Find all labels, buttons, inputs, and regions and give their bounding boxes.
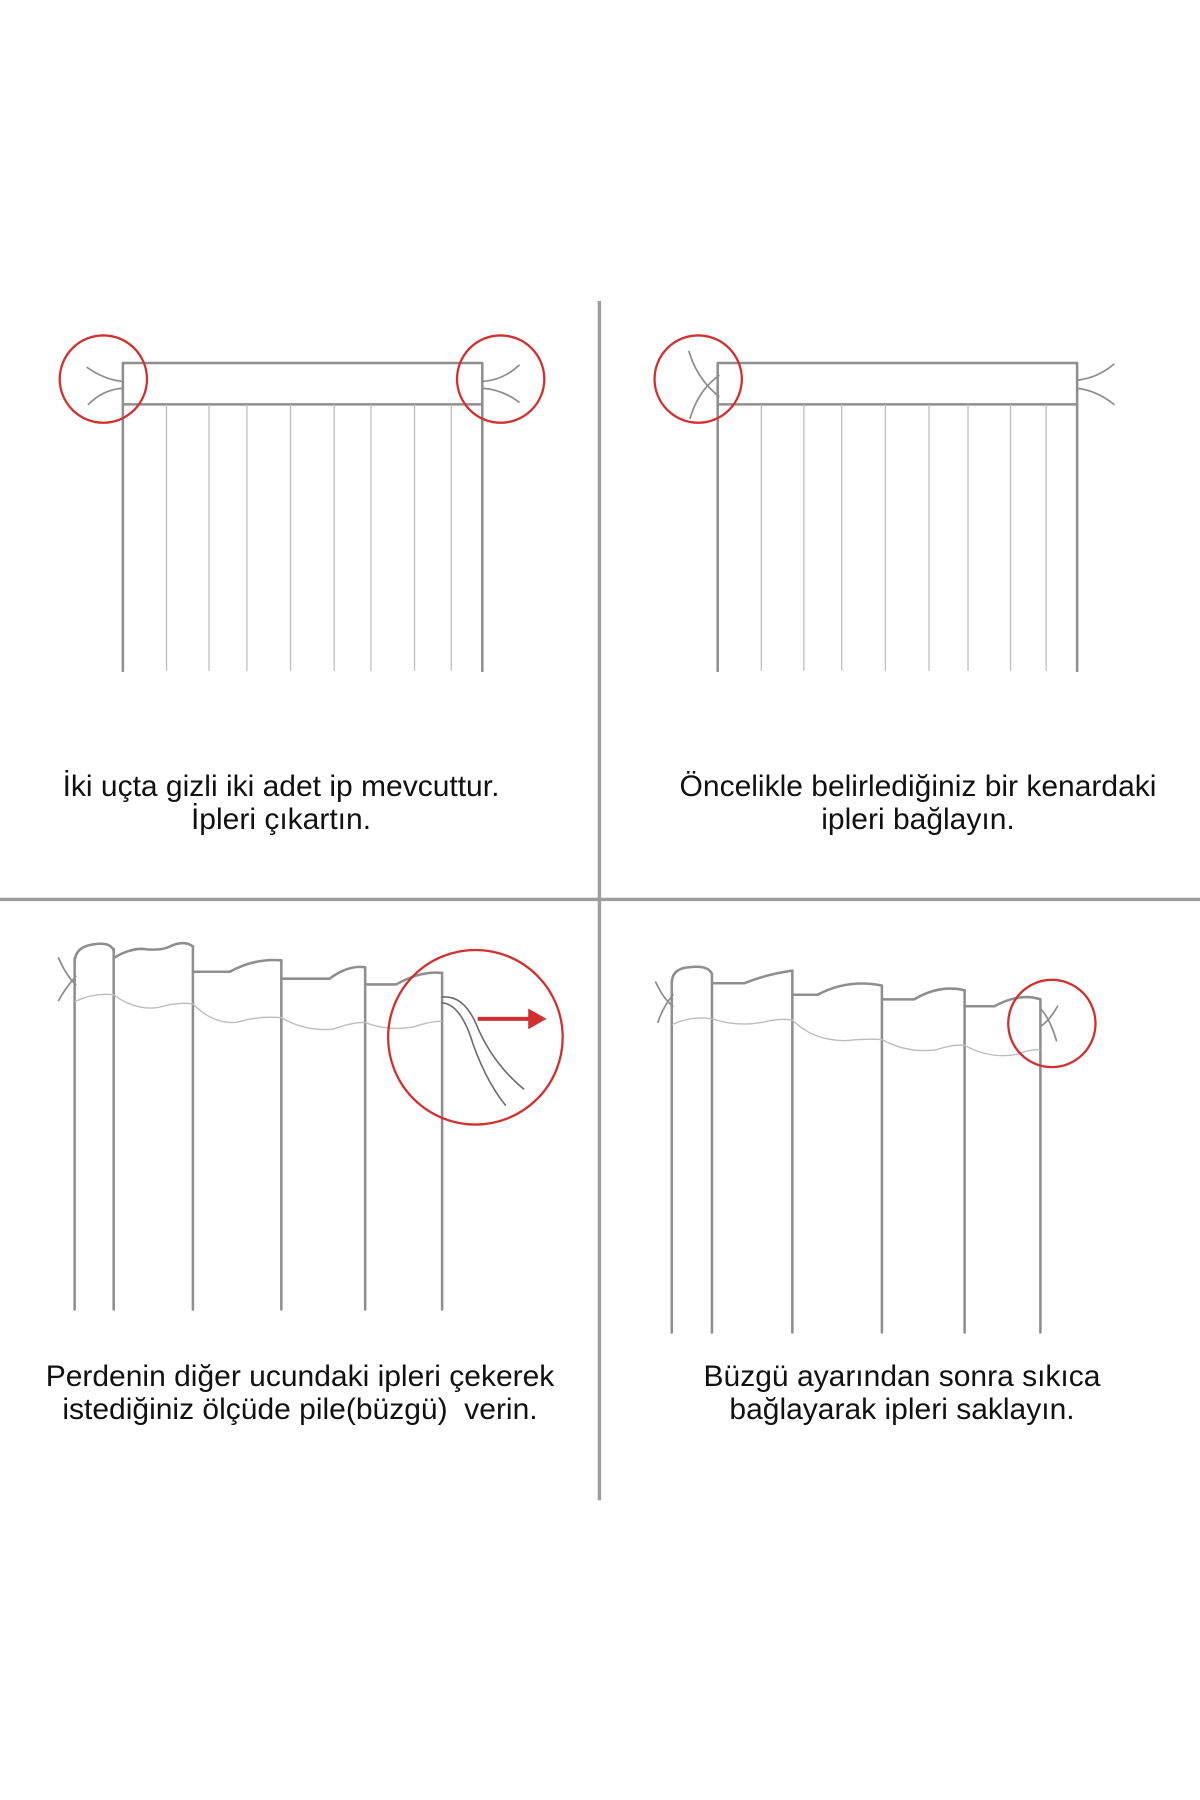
arrow-head — [528, 1009, 546, 1030]
caption-line: İki uçta gizli iki adet ip mevcuttur. — [62, 770, 500, 803]
step-1-caption — [0, 770, 562, 836]
thread-right-lower — [482, 388, 519, 402]
step-4-caption — [604, 1360, 1200, 1426]
caption-line: İpleri çıkartın. — [190, 803, 372, 836]
step-4-drawing — [656, 967, 1096, 1333]
highlight-circle-knot — [1008, 980, 1095, 1067]
step-1-drawing — [60, 335, 545, 670]
curtain-top-wave — [712, 971, 792, 984]
curtain-top-wave — [193, 960, 281, 972]
tied-knot-strand — [59, 976, 76, 1000]
step-3-caption — [0, 1360, 600, 1426]
curtain-top-wave — [365, 973, 442, 985]
caption-line: bağlayarak ipleri saklayın. — [729, 1393, 1075, 1426]
curtain-top-wave — [792, 984, 882, 995]
header-tape-line — [75, 994, 442, 1029]
step-3-drawing — [59, 943, 563, 1309]
caption-line: ipleri bağlayın. — [821, 803, 1015, 836]
curtain-top-wave — [281, 967, 365, 979]
thread-right-upper — [482, 365, 519, 381]
curtain-top-fold — [75, 944, 114, 963]
thread-left-lower — [88, 388, 122, 404]
caption-line: Öncelikle belirlediğiniz bir kenardaki — [679, 770, 1157, 803]
highlight-circle-left — [60, 335, 147, 422]
caption-line: Büzgü ayarından sonra sıkıca — [703, 1360, 1101, 1393]
curtain-top-wave — [965, 997, 1041, 1006]
curtain-top-fold — [672, 967, 712, 984]
caption-line: istediğiniz ölçüde pile(büzgü) verin. — [62, 1393, 538, 1426]
thread-left-upper — [87, 368, 123, 382]
step-2-drawing — [655, 335, 1114, 670]
curtain-header-tape — [718, 363, 1077, 404]
curtain-top-wave — [882, 989, 965, 1000]
curtain-top-wave — [114, 943, 193, 958]
highlight-circle-pull — [388, 950, 563, 1125]
pull-direction-arrow-icon — [478, 1009, 547, 1030]
thread-right-upper — [1077, 364, 1114, 380]
highlight-circle-right — [457, 335, 544, 422]
caption-line: Perdenin diğer ucundaki ipleri çekerek — [45, 1360, 555, 1393]
curtain-header-tape — [123, 363, 482, 404]
step-2-caption — [636, 770, 1200, 836]
tied-knot-strand — [656, 982, 673, 1006]
thread-right-lower — [1077, 388, 1114, 404]
highlight-circle-knot — [655, 335, 742, 422]
header-tape-line — [672, 1018, 1041, 1056]
pulled-thread — [442, 997, 524, 1089]
